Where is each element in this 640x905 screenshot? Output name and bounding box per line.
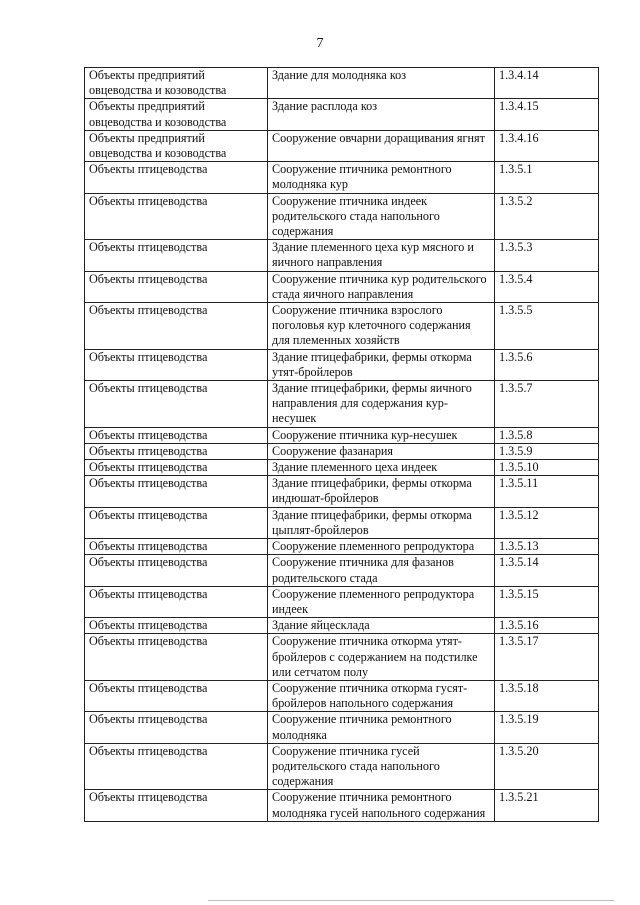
- code-cell: 1.3.5.2: [495, 193, 599, 240]
- table-row: [85, 99, 599, 130]
- page-number: 7: [316, 36, 324, 51]
- category-cell: Объекты птицеводства: [85, 271, 268, 302]
- category-cell: Объекты предприятий овцеводства и козоводства: [85, 68, 268, 99]
- table-row: [85, 507, 599, 538]
- category-cell: Объекты птицеводства: [85, 539, 268, 555]
- code-cell: 1.3.5.4: [495, 271, 599, 302]
- code-cell: 1.3.5.18: [495, 680, 599, 711]
- registry-table-body: [85, 68, 599, 822]
- category-cell: Объекты птицеводства: [85, 349, 268, 380]
- code-cell: 1.3.5.19: [495, 712, 599, 743]
- table-row: [85, 68, 599, 99]
- table-row: [85, 349, 599, 380]
- table-row: [85, 555, 599, 586]
- name-cell: Сооружение овчарни доращивания ягнят: [268, 130, 495, 161]
- table-row: [85, 303, 599, 350]
- name-cell: Сооружение птичника гусей родительского стада напольного содержания: [268, 743, 495, 790]
- code-cell: 1.3.5.7: [495, 381, 599, 428]
- category-cell: Объекты птицеводства: [85, 162, 268, 193]
- name-cell: Сооружение фазанария: [268, 443, 495, 459]
- category-cell: Объекты птицеводства: [85, 427, 268, 443]
- name-cell: Здание птицефабрики, фермы яичного направления для содержания кур-несушек: [268, 381, 495, 428]
- code-cell: 1.3.5.16: [495, 618, 599, 634]
- table-row: [85, 162, 599, 193]
- code-cell: 1.3.5.1: [495, 162, 599, 193]
- name-cell: Сооружение птичника ремонтного молодняка кур: [268, 162, 495, 193]
- table-row: [85, 712, 599, 743]
- code-cell: 1.3.5.5: [495, 303, 599, 350]
- name-cell: Сооружение птичника взрослого поголовья кур клеточного содержания для племенных хозяйств: [268, 303, 495, 350]
- code-cell: 1.3.5.14: [495, 555, 599, 586]
- table-row: [85, 618, 599, 634]
- category-cell: Объекты птицеводства: [85, 555, 268, 586]
- category-cell: Объекты птицеводства: [85, 618, 268, 634]
- bottom-rule: [208, 900, 614, 901]
- category-cell: Объекты птицеводства: [85, 303, 268, 350]
- table-row: [85, 427, 599, 443]
- name-cell: Сооружение птичника ремонтного молодняка гусей напольного содержания: [268, 790, 495, 821]
- name-cell: Сооружение птичника откорма гусят-бройлеров напольного содержания: [268, 680, 495, 711]
- name-cell: Здание племенного цеха кур мясного и яичного направления: [268, 240, 495, 271]
- name-cell: Сооружение птичника кур родительского стада яичного направления: [268, 271, 495, 302]
- name-cell: Здание для молодняка коз: [268, 68, 495, 99]
- category-cell: Объекты птицеводства: [85, 193, 268, 240]
- name-cell: Сооружение племенного репродуктора индеек: [268, 586, 495, 617]
- name-cell: Здание расплода коз: [268, 99, 495, 130]
- code-cell: 1.3.4.16: [495, 130, 599, 161]
- code-cell: 1.3.5.11: [495, 476, 599, 507]
- table-row: [85, 240, 599, 271]
- code-cell: 1.3.5.17: [495, 634, 599, 681]
- table-row: [85, 460, 599, 476]
- category-cell: Объекты птицеводства: [85, 790, 268, 821]
- name-cell: Здание птицефабрики, фермы откорма индюшат-бройлеров: [268, 476, 495, 507]
- category-cell: Объекты птицеводства: [85, 507, 268, 538]
- name-cell: Здание птицефабрики, фермы откорма утят-бройлеров: [268, 349, 495, 380]
- category-cell: Объекты птицеводства: [85, 476, 268, 507]
- table-row: [85, 476, 599, 507]
- category-cell: Объекты птицеводства: [85, 240, 268, 271]
- table-row: [85, 586, 599, 617]
- table-row: [85, 634, 599, 681]
- table-row: [85, 271, 599, 302]
- category-cell: Объекты предприятий овцеводства и козоводства: [85, 130, 268, 161]
- table-row: [85, 539, 599, 555]
- code-cell: 1.3.5.3: [495, 240, 599, 271]
- table-row: [85, 790, 599, 821]
- table-row: [85, 443, 599, 459]
- name-cell: Сооружение птичника индеек родительского стада напольного содержания: [268, 193, 495, 240]
- name-cell: Сооружение птичника откорма утят-бройлеров с содержанием на подстилке или сетчатом полу: [268, 634, 495, 681]
- category-cell: Объекты предприятий овцеводства и козоводства: [85, 99, 268, 130]
- table-row: [85, 193, 599, 240]
- table-row: [85, 381, 599, 428]
- name-cell: Сооружение птичника ремонтного молодняка: [268, 712, 495, 743]
- table-row: [85, 680, 599, 711]
- name-cell: Здание птицефабрики, фермы откорма цыплят-бройлеров: [268, 507, 495, 538]
- registry-table: [84, 67, 599, 822]
- category-cell: Объекты птицеводства: [85, 443, 268, 459]
- name-cell: Сооружение племенного репродуктора: [268, 539, 495, 555]
- table-row: [85, 743, 599, 790]
- table-row: [85, 130, 599, 161]
- code-cell: 1.3.5.21: [495, 790, 599, 821]
- category-cell: Объекты птицеводства: [85, 586, 268, 617]
- name-cell: Здание яйцесклада: [268, 618, 495, 634]
- category-cell: Объекты птицеводства: [85, 460, 268, 476]
- category-cell: Объекты птицеводства: [85, 712, 268, 743]
- code-cell: 1.3.4.15: [495, 99, 599, 130]
- category-cell: Объекты птицеводства: [85, 381, 268, 428]
- code-cell: 1.3.4.14: [495, 68, 599, 99]
- category-cell: Объекты птицеводства: [85, 680, 268, 711]
- code-cell: 1.3.5.6: [495, 349, 599, 380]
- name-cell: Сооружение птичника для фазанов родительского стада: [268, 555, 495, 586]
- category-cell: Объекты птицеводства: [85, 743, 268, 790]
- category-cell: Объекты птицеводства: [85, 634, 268, 681]
- code-cell: 1.3.5.10: [495, 460, 599, 476]
- code-cell: 1.3.5.8: [495, 427, 599, 443]
- code-cell: 1.3.5.13: [495, 539, 599, 555]
- name-cell: Сооружение птичника кур-несушек: [268, 427, 495, 443]
- name-cell: Здание племенного цеха индеек: [268, 460, 495, 476]
- code-cell: 1.3.5.15: [495, 586, 599, 617]
- code-cell: 1.3.5.20: [495, 743, 599, 790]
- code-cell: 1.3.5.12: [495, 507, 599, 538]
- code-cell: 1.3.5.9: [495, 443, 599, 459]
